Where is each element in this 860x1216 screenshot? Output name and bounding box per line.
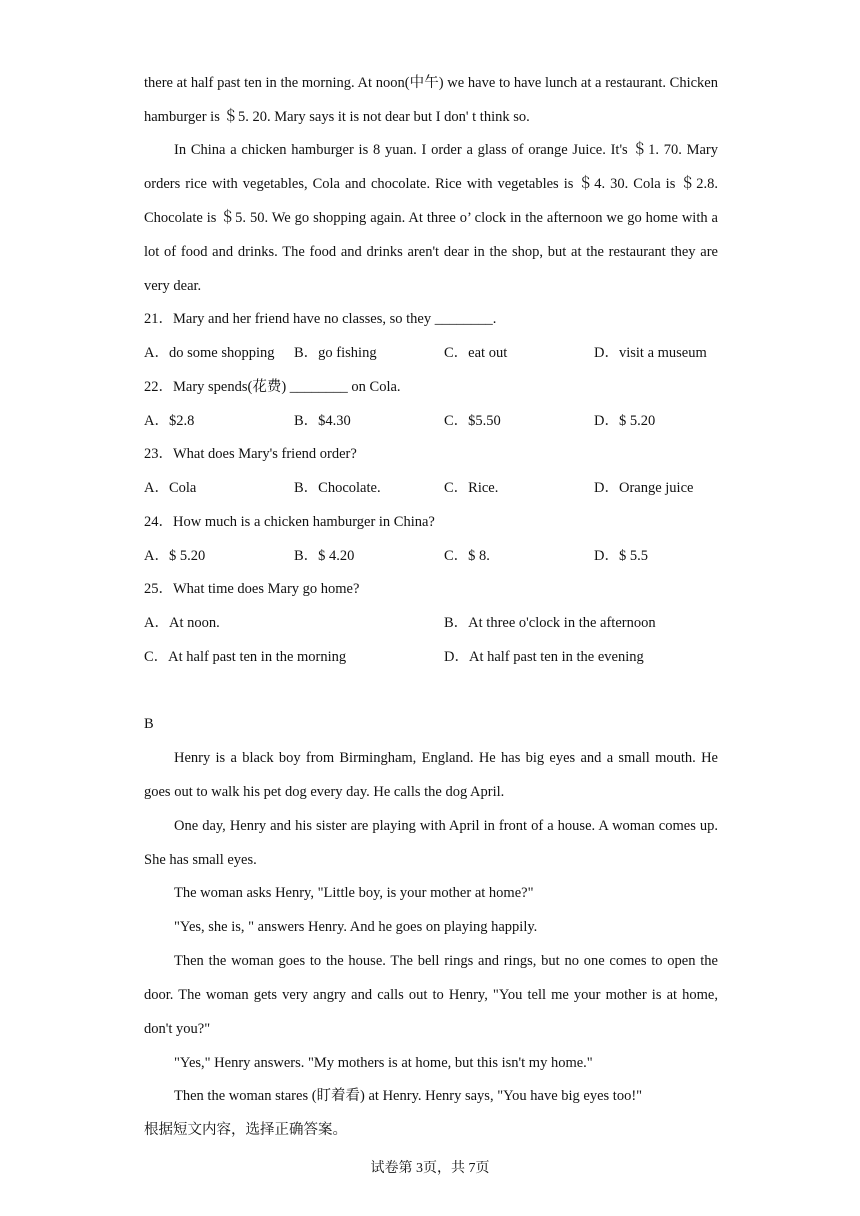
passage-b-paragraph-1: Henry is a black boy from Birmingham, England. He has big eyes and a small mouth. He goes out to walk his pet dog every day. He calls the dog April. [144, 750, 718, 800]
answer-instruction: 根据短文内容，选择正确答案。 [144, 1122, 347, 1138]
passage-b-paragraph-3: The woman asks Henry, "Little boy, is your mother at home?" [174, 885, 534, 901]
question-23-option-d: D．Orange juice [594, 480, 694, 496]
page-footer: 试卷第 3页，共 7页 [370, 1161, 490, 1176]
passage-b-paragraph-4: "Yes, she is, " answers Henry. And he goes on playing happily. [174, 919, 538, 935]
question-24-options [144, 539, 724, 573]
section-b-label: B [144, 716, 154, 732]
question-23-option-a: A．Cola [144, 480, 197, 496]
question-21-option-c: C．eat out [444, 345, 508, 361]
passage-b-paragraph-5: Then the woman goes to the house. The bell rings and rings, but no one comes to open the door. The woman gets very angry and calls out to Henry, "You tell me your mother is at home, don't you?" [144, 953, 718, 1037]
question-22-option-a: A．$2.8 [144, 413, 195, 429]
question-24-stem: 24．How much is a chicken hamburger in China? [144, 514, 435, 530]
question-22-option-c: C．$5.50 [444, 413, 501, 429]
passage-b-paragraph-7: Then the woman stares (盯着看) at Henry. Henry says, "You have big eyes too!" [174, 1088, 643, 1104]
question-25-option-c: C．At half past ten in the morning [144, 649, 347, 665]
question-21-option-b: B．go fishing [294, 345, 377, 361]
question-25-stem: 25．What time does Mary go home? [144, 581, 360, 597]
question-25-options-row-1 [144, 606, 724, 640]
question-22-option-b: B．$4.30 [294, 413, 351, 429]
passage-a-paragraph-2: In China a chicken hamburger is 8 yuan. I order a glass of orange Juice. It's ＄1. 70. Mary orders rice with vegetables, Cola and chocolate. Rice with vegetables is ＄4. 30. Cola is ＄2.8. Chocolate is ＄5. 50. We go shopping again. At three o’ clock in the afternoon we go home with a lot of food and drinks. The food and drinks aren't dear in the shop, but at the restaurant they are very dear. [144, 142, 718, 294]
passage-a-paragraph-1: there at half past ten in the morning. At noon(中午) we have to have lunch at a restaurant. Chicken hamburger is ＄5. 20. Mary says it is not dear but I don' t think so. [144, 75, 718, 125]
question-22-option-d: D．$ 5.20 [594, 413, 656, 429]
question-21-stem: 21．Mary and her friend have no classes, so they ________. [144, 311, 497, 327]
question-25-option-b: B．At three o'clock in the afternoon [444, 615, 656, 631]
question-23-stem: 23．What does Mary's friend order? [144, 446, 357, 462]
question-21-options [144, 336, 724, 370]
question-24-option-b: B．$ 4.20 [294, 548, 355, 564]
question-24-option-c: C．$ 8. [444, 548, 490, 564]
question-24-option-d: D．$ 5.5 [594, 548, 648, 564]
passage-b-paragraph-6: "Yes," Henry answers. "My mothers is at home, but this isn't my home." [174, 1055, 593, 1071]
question-23-option-c: C．Rice. [444, 480, 499, 496]
question-25-options-row-2 [144, 640, 724, 674]
question-22-options [144, 404, 724, 438]
question-24-option-a: A．$ 5.20 [144, 548, 206, 564]
passage-b-paragraph-2: One day, Henry and his sister are playing with April in front of a house. A woman comes up. She has small eyes. [144, 818, 718, 868]
question-25-option-a: A．At noon. [144, 615, 220, 631]
question-21-option-d: D．visit a museum [594, 345, 707, 361]
question-23-options [144, 471, 724, 505]
question-25-option-d: D．At half past ten in the evening [444, 649, 644, 665]
question-21-option-a: A．do some shopping [144, 345, 275, 361]
question-23-option-b: B．Chocolate. [294, 480, 381, 496]
question-22-stem: 22．Mary spends(花费) ________ on Cola. [144, 379, 401, 395]
